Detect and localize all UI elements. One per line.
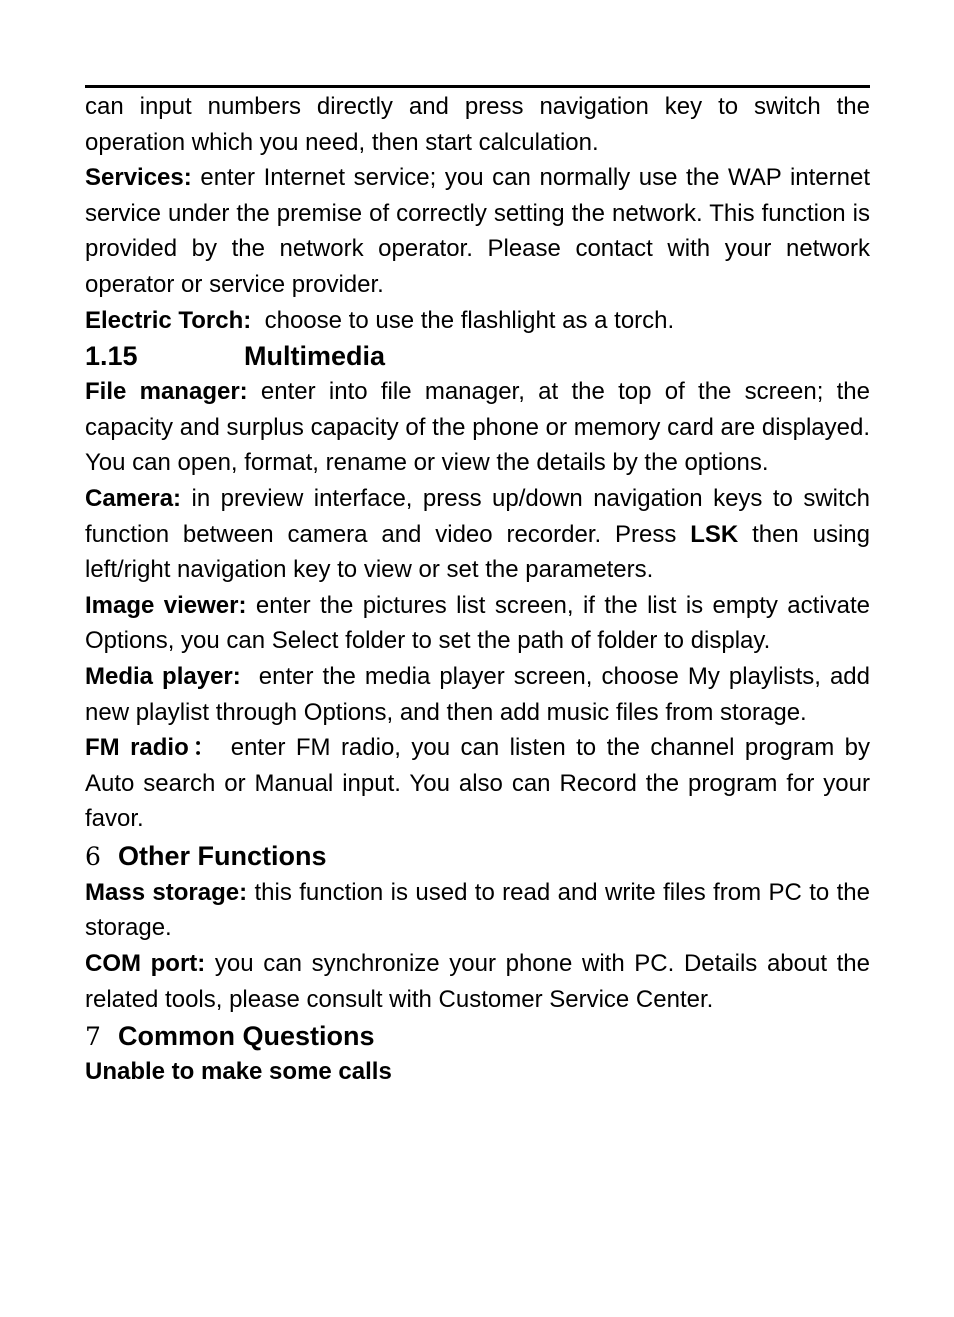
mass-storage-text: this function is used to read and write files from PC to the storage.: [85, 878, 870, 942]
services-paragraph: [85, 160, 870, 302]
file-manager-text: enter into file manager, at the top of the screen; the capacity and surplus capacity of the phone or memory card are displayed. You can open, format, rename or view the details by the options.: [85, 378, 870, 477]
fm-radio-text: enter FM radio, you can listen to the channel program by Auto search or Manual input. You also can Record the program for your favor.: [85, 734, 871, 833]
media-player-text: enter the media player screen, choose My playlists, add new playlist through Options, and then add music files from storage.: [85, 662, 877, 726]
com-port-paragraph: [85, 946, 870, 1017]
section-title: Other Functions: [118, 840, 327, 871]
file-manager-paragraph: [85, 374, 870, 481]
image-viewer-paragraph: [85, 588, 870, 659]
com-port-text: you can synchronize your phone with PC. Details about the related tools, please consult with Customer Service Center.: [85, 950, 870, 1013]
image-viewer-term: Image viewer:: [85, 591, 247, 619]
camera-term: Camera:: [85, 484, 182, 512]
image-viewer-text: enter the pictures list screen, if the list is empty activate Options, you can Select folder to set the path of folder to display.: [85, 591, 870, 655]
fm-radio-term: FM radio：: [85, 734, 221, 762]
camera-text-1: in preview interface, press up/down navigation keys to switch function between camera and video recorder. Press: [85, 484, 870, 548]
section-number: 7: [85, 1022, 101, 1052]
mass-storage-term: Mass storage:: [85, 878, 248, 906]
camera-key: LSK: [690, 520, 739, 548]
torch-paragraph: [85, 303, 870, 339]
section-title: Multimedia: [244, 341, 386, 372]
section-title: Common Questions: [118, 1021, 375, 1052]
mass-storage-paragraph: [85, 875, 870, 946]
subheading-unable-calls: Unable to make some calls: [85, 1058, 392, 1086]
file-manager-term: File manager:: [85, 378, 248, 406]
section-heading-other-functions: [85, 840, 870, 873]
torch-text: choose to use the flashlight as a torch.: [251, 306, 675, 334]
header-rule: [85, 85, 870, 88]
services-term: Services:: [85, 164, 192, 192]
camera-paragraph: [85, 481, 870, 588]
section-number: 6: [85, 841, 101, 871]
section-number: 1.15: [85, 341, 138, 372]
services-text: enter Internet service; you can normally use the WAP internet service under the premise of correctly setting the network. This function is provided by the network operator. Please contact with your network operator or service provider.: [85, 164, 870, 298]
section-heading-multimedia: [85, 340, 870, 372]
camera-text-2: then using left/right navigation key to view or set the parameters.: [85, 520, 870, 584]
torch-term: Electric Torch:: [85, 306, 252, 334]
calculator-continuation: can input numbers directly and press navigation key to switch the operation which you need, then start calculation.: [85, 93, 870, 156]
section-heading-common-questions: [85, 1020, 870, 1053]
media-player-term: Media player:: [85, 662, 241, 690]
page-content: [85, 89, 877, 1089]
fm-radio-paragraph: [85, 730, 870, 837]
media-player-paragraph: [85, 659, 877, 730]
com-port-term: COM port:: [85, 950, 206, 978]
